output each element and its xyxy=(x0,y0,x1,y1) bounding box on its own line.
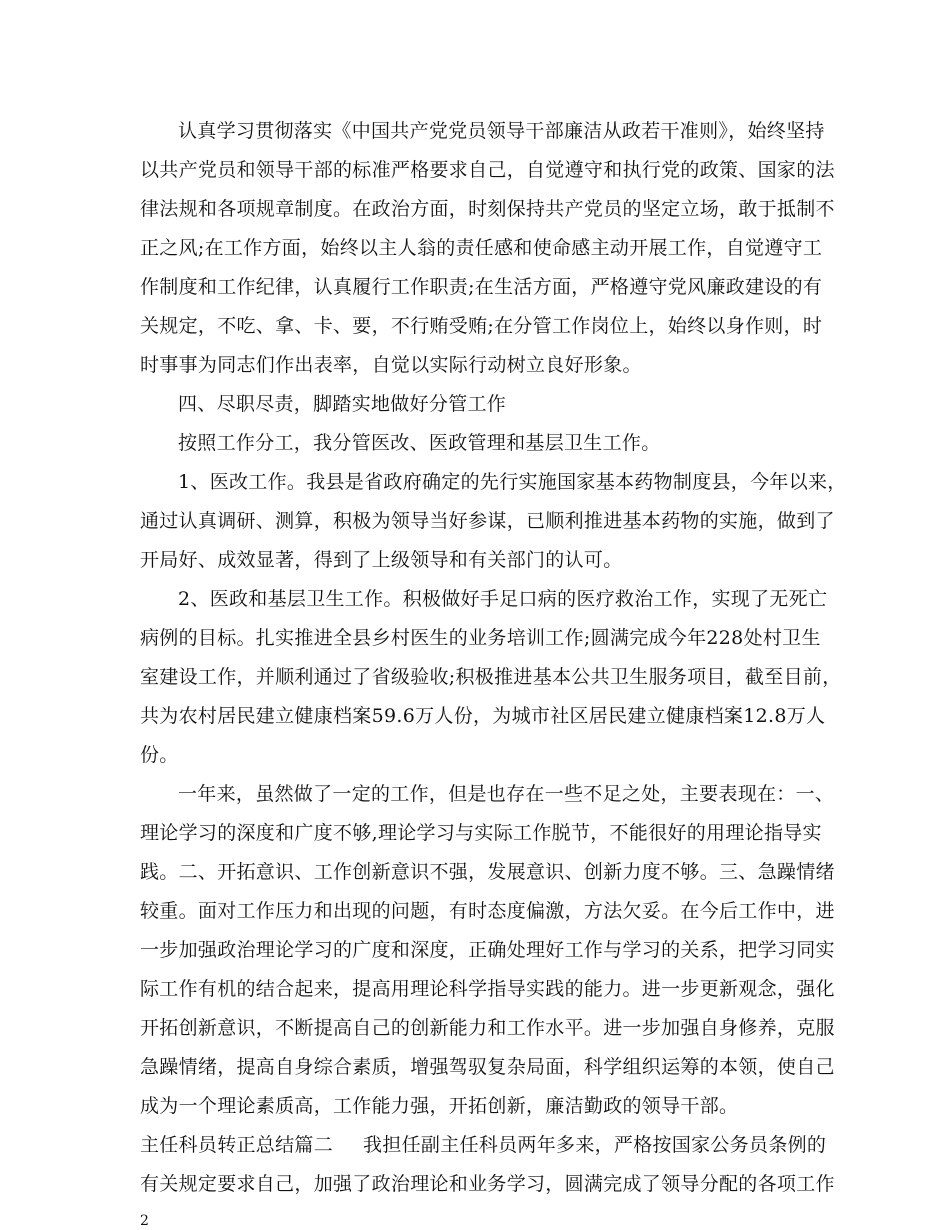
paragraph-line: 认真学习贯彻落实《中国共产党党员领导干部廉洁从政若干准则》，始终坚持 xyxy=(178,120,825,142)
paragraph-line: 共为农村居民建立健康档案59.6万人份，为城市社区居民建立健康档案12.8万人 xyxy=(140,705,826,727)
paragraph-line: 践。二、开拓意识、工作创新意识不强，发展意识、创新力度不够。三、急躁情绪 xyxy=(140,861,835,883)
article-title-line xyxy=(140,1134,830,1156)
section-heading: 四、尽职尽责，脚踏实地做好分管工作 xyxy=(178,393,507,415)
paragraph-line: 通过认真调研、测算，积极为领导当好参谋，已顺利推进基本药物的实施，做到了 xyxy=(140,510,835,532)
paragraph-line: 1、医改工作。我县是省政府确定的先行实施国家基本药物制度县，今年以来， xyxy=(178,471,847,493)
paragraph-line: 成为一个理论素质高，工作能力强，开拓创新，廉洁勤政的领导干部。 xyxy=(140,1095,739,1117)
paragraph-line: 2、医政和基层卫生工作。积极做好手足口病的医疗救治工作，实现了无死亡 xyxy=(178,588,828,610)
paragraph-line: 律法规和各项规章制度。在政治方面，时刻保持共产党员的坚定立场，敢于抵制不 xyxy=(140,198,835,220)
paragraph-line: 较重。面对工作压力和出现的问题，有时态度偏激，方法欠妥。在今后工作中，进 xyxy=(140,900,835,922)
article-intro: 我担任副主任科员两年多来，严格按国家公务员条例的 xyxy=(363,1134,827,1156)
paragraph-line: 以共产党员和领导干部的标准严格要求自己，自觉遵守和执行党的政策、国家的法 xyxy=(140,159,835,181)
paragraph-line: 有关规定要求自己，加强了政治理论和业务学习，圆满完成了领导分配的各项工作 xyxy=(140,1173,835,1195)
article-title: 主任科员转正总结篇二 xyxy=(140,1134,334,1156)
paragraph-line: 时事事为同志们作出表率，自觉以实际行动树立良好形象。 xyxy=(140,354,642,376)
paragraph-line: 作制度和工作纪律，认真履行工作职责;在生活方面，严格遵守党风廉政建设的有 xyxy=(140,276,823,298)
paragraph-line: 正之风;在工作方面，始终以主人翁的责任感和使命感主动开展工作，自觉遵守工 xyxy=(140,237,823,259)
paragraph-line: 病例的目标。扎实推进全县乡村医生的业务培训工作;圆满完成今年228处村卫生 xyxy=(140,627,821,649)
paragraph-line: 室建设工作，并顺利通过了省级验收;积极推进基本公共卫生服务项目，截至目前， xyxy=(140,666,842,688)
paragraph-line: 理论学习的深度和广度不够,理论学习与实际工作脱节，不能很好的用理论指导实 xyxy=(140,822,822,844)
paragraph-line: 开拓创新意识，不断提高自己的创新能力和工作水平。进一步加强自身修养，克服 xyxy=(140,1017,835,1039)
paragraph-line: 际工作有机的结合起来，提高用理论科学指导实践的能力。进一步更新观念，强化 xyxy=(140,978,835,1000)
paragraph-line: 关规定，不吃、拿、卡、要，不行贿受贿;在分管工作岗位上，始终以身作则，时 xyxy=(140,315,823,337)
paragraph-line: 急躁情绪，提高自身综合素质，增强驾驭复杂局面，科学组织运筹的本领，使自己 xyxy=(140,1056,835,1078)
paragraph-line: 份。 xyxy=(140,744,179,766)
paragraph-line: 一步加强政治理论学习的广度和深度，正确处理好工作与学习的关系，把学习同实 xyxy=(140,939,835,961)
paragraph-line: 开局好、成效显著，得到了上级领导和有关部门的认可。 xyxy=(140,549,623,571)
page-number: 2 xyxy=(140,1213,149,1229)
paragraph-line: 按照工作分工，我分管医改、医政管理和基层卫生工作。 xyxy=(178,432,661,454)
paragraph-line: 一年来，虽然做了一定的工作，但是也存在一些不足之处，主要表现在：一、 xyxy=(178,783,835,805)
